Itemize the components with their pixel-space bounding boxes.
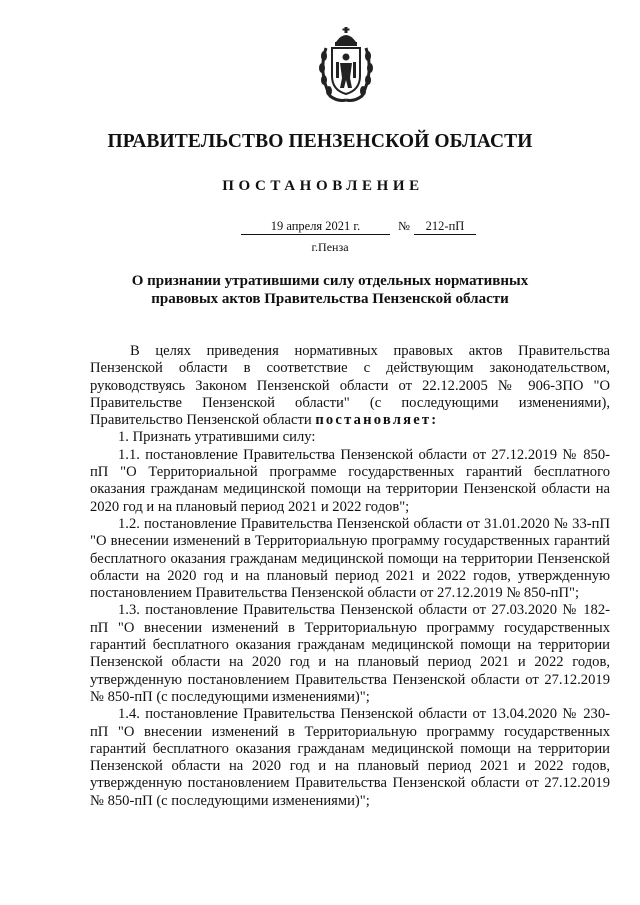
city: г.Пенза bbox=[311, 240, 349, 254]
subitem-1-3: 1.3. постановление Правительства Пензенской области от 27.03.2020 № 182-пП "О внесении изменений в Территориальную программу государственных гарантий бесплатного оказания гражданам медицинской помощи на территории Пензенской области на 2020 год и на плановый период 2021 и 2022 годов, утвержденную постановлением Правительства Пензенской области от 27.12.2019 № 850-пП (с последующими изменениями)"; bbox=[90, 602, 610, 705]
number-sign: № bbox=[398, 219, 410, 233]
item-1: 1. Признать утратившими силу: bbox=[118, 429, 316, 446]
title-line-2: правовых актов Правительства Пензенской области bbox=[151, 291, 509, 307]
document-body bbox=[90, 343, 610, 810]
subitem-1-4: 1.4. постановление Правительства Пензенской области от 13.04.2020 № 230-пП "О внесении изменений в Территориальную программу государственных гарантий бесплатного оказания гражданам медицинской помощи на территории Пензенской области на 2020 год и на плановый период 2021 и 2022 годов, утвержденную постановлением Правительства Пензенской области от 27.12.2019 № 850-пП (с последующими изменениями)"; bbox=[90, 706, 610, 809]
document-number: 212-пП bbox=[414, 218, 476, 235]
document-type: ПОСТАНОВЛЕНИЕ bbox=[222, 178, 424, 194]
coat-of-arms-emblem bbox=[316, 26, 376, 104]
subitem-1-1: 1.1. постановление Правительства Пензенской области от 27.12.2019 № 850-пП "О Территориальной программе государственных гарантий бесплатного оказания гражданам медицинской помощи на территории Пензенской области на 2020 год и на плановый период 2021 и 2022 годов"; bbox=[90, 446, 610, 515]
title-line-1: О признании утратившими силу отдельных нормативных bbox=[131, 273, 529, 289]
preamble-paragraph bbox=[90, 343, 610, 429]
subitem-1-2: 1.2. постановление Правительства Пензенской области от 31.01.2020 № 33-пП "О внесении изменений в Территориальную программу государственных гарантий бесплатного оказания гражданам медицинской помощи на территории Пензенской области на 2020 год и на плановый период 2021 и 2022 годов, утвержденную постановлением Правительства Пензенской области от 27.12.2019 № 850-пП"; bbox=[90, 515, 610, 602]
preamble-text: В целях приведения нормативных правовых актов Правительства Пензенской области в соответствие с действующим законодательством, руководствуясь Законом Пензенской области от 22.12.2005 № 906-ЗПО "О Правительстве Пензенской области" (с последующими изменениями), Правительство Пензенской области bbox=[90, 343, 610, 429]
document-title bbox=[0, 272, 640, 308]
document-date: 19 апреля 2021 г. bbox=[241, 218, 390, 235]
organization-name: ПРАВИТЕЛЬСТВО ПЕНЗЕНСКОЙ ОБЛАСТИ bbox=[107, 131, 533, 152]
resolves-word: постановляет: bbox=[315, 412, 439, 429]
